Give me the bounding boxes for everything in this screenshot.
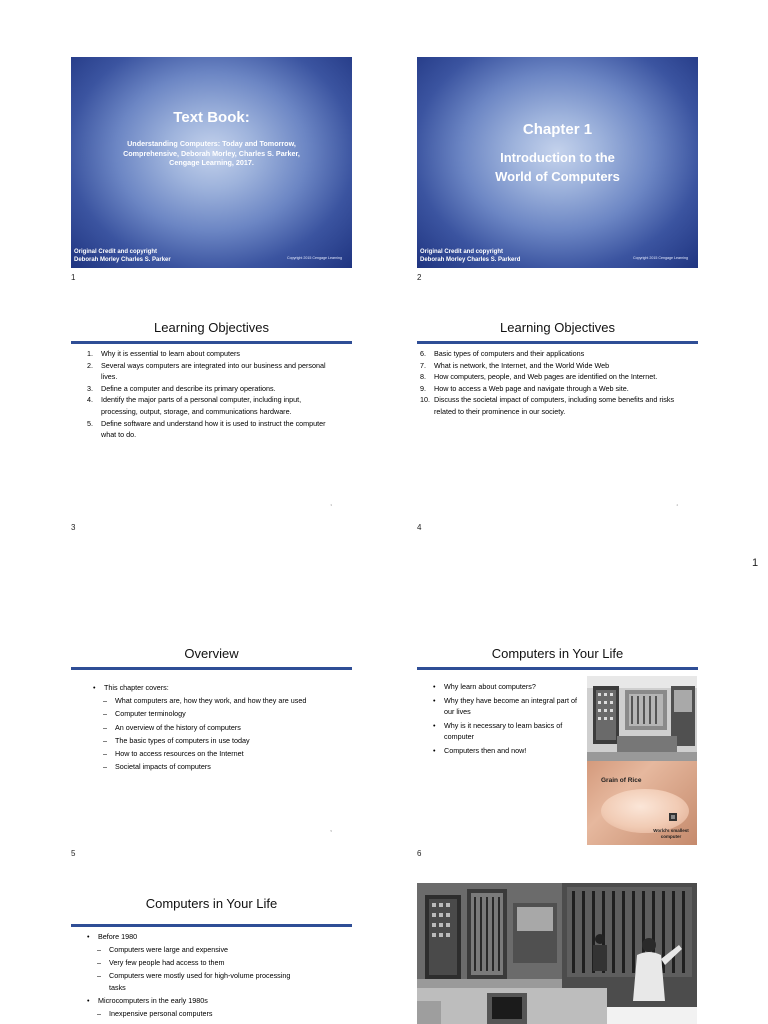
list-item: – The basic types of computers in use today xyxy=(103,735,250,745)
slide-2-copyright: Copyright 2015 Cengage Learning xyxy=(633,256,688,260)
worlds-smallest-computer-label: World's smallest computer xyxy=(653,828,689,839)
slide-7-computers-in-life xyxy=(71,884,352,1024)
slide-corner-number: 4 xyxy=(676,503,678,507)
slide-4-objectives xyxy=(417,308,698,519)
slide-5-overview xyxy=(71,634,352,845)
list-item: – Societal impacts of computers xyxy=(103,762,211,772)
objectives-list xyxy=(87,348,337,441)
subtitle-line-1: Introduction to the xyxy=(500,150,615,165)
tiny-computer-icon xyxy=(667,811,679,823)
slide-4-number: 4 xyxy=(417,523,422,532)
slide-2-credit xyxy=(420,248,520,264)
list-item: – How to access resources on the Internet xyxy=(103,749,244,759)
slide-2-chapter xyxy=(417,57,698,268)
slide-5-title: Overview xyxy=(184,646,239,661)
list-item: • Computers then and now! xyxy=(433,745,527,755)
slide-1-heading: Text Book: xyxy=(173,109,250,126)
slide-1-copyright: Copyright 2015 Cengage Learning xyxy=(287,256,342,260)
slide-2-number: 2 xyxy=(417,273,422,282)
list-item: • Microcomputers in the early 1980s xyxy=(87,996,208,1005)
list-item: 3. Define a computer and describe its primary operations. xyxy=(87,383,276,393)
slide-1-number: 1 xyxy=(71,273,76,282)
credit-line-2: Deborah Morley Charles S. Parker xyxy=(74,256,171,263)
list-item: – Very few people had access to them xyxy=(97,958,225,967)
list-item: • Why is it necessary to learn basics of computer xyxy=(433,720,563,741)
slide-1-textbook xyxy=(71,57,352,268)
list-item: 9. How to access a Web page and navigate through a Web site. xyxy=(420,383,629,393)
list-item: 1. Why it is essential to learn about computers xyxy=(87,349,241,358)
slide-3-objectives xyxy=(71,308,352,519)
grain-of-rice-label: Grain of Rice xyxy=(601,777,642,784)
page-number-marker: 1 xyxy=(752,557,759,569)
list-item: – Inexpensive personal computers xyxy=(97,1009,213,1018)
vintage-computer-photo xyxy=(587,676,697,761)
credit-line-1: Original Credit and copyright xyxy=(74,248,158,255)
credit-line-1: Original Credit and copyright xyxy=(420,248,504,255)
title-rule xyxy=(417,667,698,670)
subtitle-line-2: World of Computers xyxy=(495,168,620,184)
bullet-list xyxy=(87,931,327,1020)
slide-6-computers-in-life xyxy=(417,634,698,845)
slide-3-title: Learning Objectives xyxy=(154,320,269,335)
title-rule xyxy=(71,341,352,344)
credit-line-2: Deborah Morley Charles S. Parkerd xyxy=(420,256,521,263)
slide-6-title: Computers in Your Life xyxy=(491,646,624,661)
slide-1-credit xyxy=(74,248,171,264)
list-item: 4. Identify the major parts of a personal computer, including input, processing, output, storage, and communications hardware. xyxy=(87,395,302,416)
slide-6-number: 6 xyxy=(417,849,422,858)
list-item: – What computers are, how they work, and how they are used xyxy=(103,696,307,706)
slide-2-subtitle xyxy=(417,149,698,187)
list-item: • Why learn about computers? xyxy=(433,682,536,691)
list-item: 8. How computers, people, and Web pages are identified on the Internet. xyxy=(420,372,658,382)
list-item: • Why they have become an integral part of our lives xyxy=(433,695,578,716)
list-item: – Computers were large and expensive xyxy=(97,945,229,954)
list-item: • This chapter covers: xyxy=(93,683,169,692)
list-item: 6. Basic types of computers and their applications xyxy=(420,349,585,358)
grain-of-rice-photo xyxy=(587,761,697,845)
slide-4-title: Learning Objectives xyxy=(500,320,615,335)
list-item: 10. Discuss the societal impact of computers, including some benefits and risks related to their prominence in our society. xyxy=(420,395,675,416)
list-item: 7. What is network, the Internet, and the World Wide Web xyxy=(420,360,610,370)
slide-5-number: 5 xyxy=(71,849,76,858)
list-item: 2. Several ways computers are integrated into our business and personal lives. xyxy=(87,360,326,382)
slide-corner-number: 5 xyxy=(330,829,332,833)
slide-7-title: Computers in Your Life xyxy=(145,896,278,911)
slide-3-number: 3 xyxy=(71,523,76,532)
title-rule xyxy=(417,341,698,344)
slide-2-heading: Chapter 1 xyxy=(522,121,593,138)
list-item: • Before 1980 xyxy=(87,932,138,941)
slide-corner-number: 3 xyxy=(330,503,332,507)
list-item: – Computer terminology xyxy=(103,709,186,719)
title-rule xyxy=(71,667,352,670)
title-rule xyxy=(71,924,352,927)
list-item: – Computers were mostly used for high-volume processing tasks xyxy=(97,971,291,992)
overview-list xyxy=(93,681,323,773)
objectives-list xyxy=(420,348,692,418)
list-item: – An overview of the history of computers xyxy=(103,722,241,732)
slide-1-subtitle: Understanding Computers: Today and Tomorrow, Comprehensive, Deborah Morley, Charles S. Parker, Cengage Learning, 2017. xyxy=(123,139,300,167)
list-item: 5. Define software and understand how it is used to instruct the computer what to do. xyxy=(87,418,326,440)
slide-8-computer-history-collage xyxy=(417,883,697,1024)
bullet-list xyxy=(433,681,589,756)
